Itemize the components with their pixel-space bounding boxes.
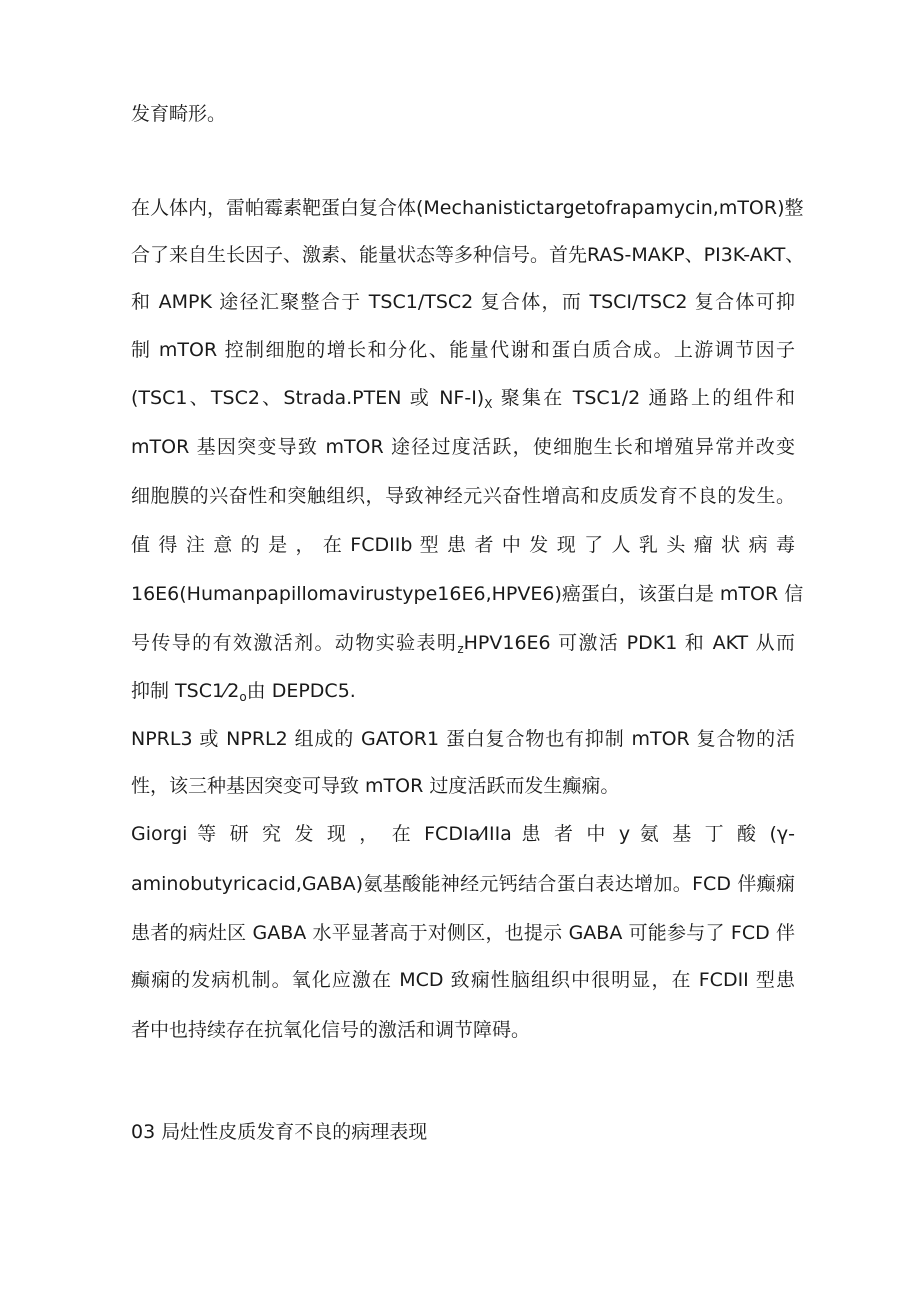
subscript: o xyxy=(239,690,247,704)
text-line: mTOR 基因突变导致 mTOR 途径过度活跃，使细胞生长和增殖异常并改变 xyxy=(131,436,795,458)
section-heading: 03 局灶性皮质发育不良的病理表现 xyxy=(131,1121,428,1143)
text-line: 和 AMPK 途径汇聚整合于 TSC1/TSC2 复合体，而 TSCI/TSC2 复合体可抑 xyxy=(131,291,795,313)
text-line: 细胞膜的兴奋性和突触组织，导致神经元兴奋性增高和皮质发育不良的发生。 xyxy=(131,485,795,507)
text-line: NPRL3 或 NPRL2 组成的 GATOR1 蛋白复合物也有抑制 mTOR 复合物的活 xyxy=(131,728,795,750)
text-segment: 号传导的有效激活剂。动物实验表明 xyxy=(131,632,458,654)
text-segment: 由 DEPDC5. xyxy=(246,680,356,702)
text-line: 合了来自生长因子、激素、能量状态等多种信号。首先RAS-MAKP、PI3K-AKT、 xyxy=(131,244,805,266)
text-line: 癫痫的发病机制。氧化应激在 MCD 致痫性脑组织中很明显，在 FCDII 型患 xyxy=(131,969,795,991)
text-segment: HPV16E6 可激活 PDK1 和 AKT 从而 xyxy=(463,632,795,654)
subscript: z xyxy=(457,642,464,656)
subscript: X xyxy=(484,397,493,411)
text-segment: 抑制 TSC1⁄2 xyxy=(131,680,240,702)
text-line: aminobutyricacid,GABA)氨基酸能神经元钙结合蛋白表达增加。FCD 伴癫痫 xyxy=(131,873,795,895)
text-line xyxy=(131,386,795,416)
text-segment: 聚集在 TSC1/2 通路上的组件和 xyxy=(492,387,795,409)
text-line: 者中也持续存在抗氧化信号的激活和调节障碍。 xyxy=(131,1019,531,1041)
text-line xyxy=(131,631,795,661)
text-segment: (TSC1、TSC2、Strada.PTEN 或 NF-I) xyxy=(131,387,485,409)
text-line: Giorgi 等 研 究 发 现 ， 在 FCDIa⁄IIIa 患 者 中 y 氨 基 丁 酸 (γ- xyxy=(131,823,795,845)
text-line: 值 得 注 意 的 是 ， 在 FCDIIb 型 患 者 中 发 现 了 人 乳 头 瘤 状 病 毒 xyxy=(131,534,795,556)
text-line xyxy=(131,679,356,709)
text-line: 在人体内，雷帕霉素靶蛋白复合体(Mechanistictargetofrapamycin,mTOR)整 xyxy=(131,197,804,219)
text-line: 性，该三种基因突变可导致 mTOR 过度活跃而发生癫痫。 xyxy=(131,775,620,797)
text-line: 患者的病灶区 GABA 水平显著高于对侧区，也提示 GABA 可能参与了 FCD 伴 xyxy=(131,922,795,944)
text-line: 16E6(Humanpapillomavirustype16E6,HPVE6)癌蛋白，该蛋白是 mTOR 信 xyxy=(131,583,804,605)
continuation-line: 发育畸形。 xyxy=(131,103,227,125)
text-line: 制 mTOR 控制细胞的增长和分化、能量代谢和蛋白质合成。上游调节因子 xyxy=(131,339,795,361)
